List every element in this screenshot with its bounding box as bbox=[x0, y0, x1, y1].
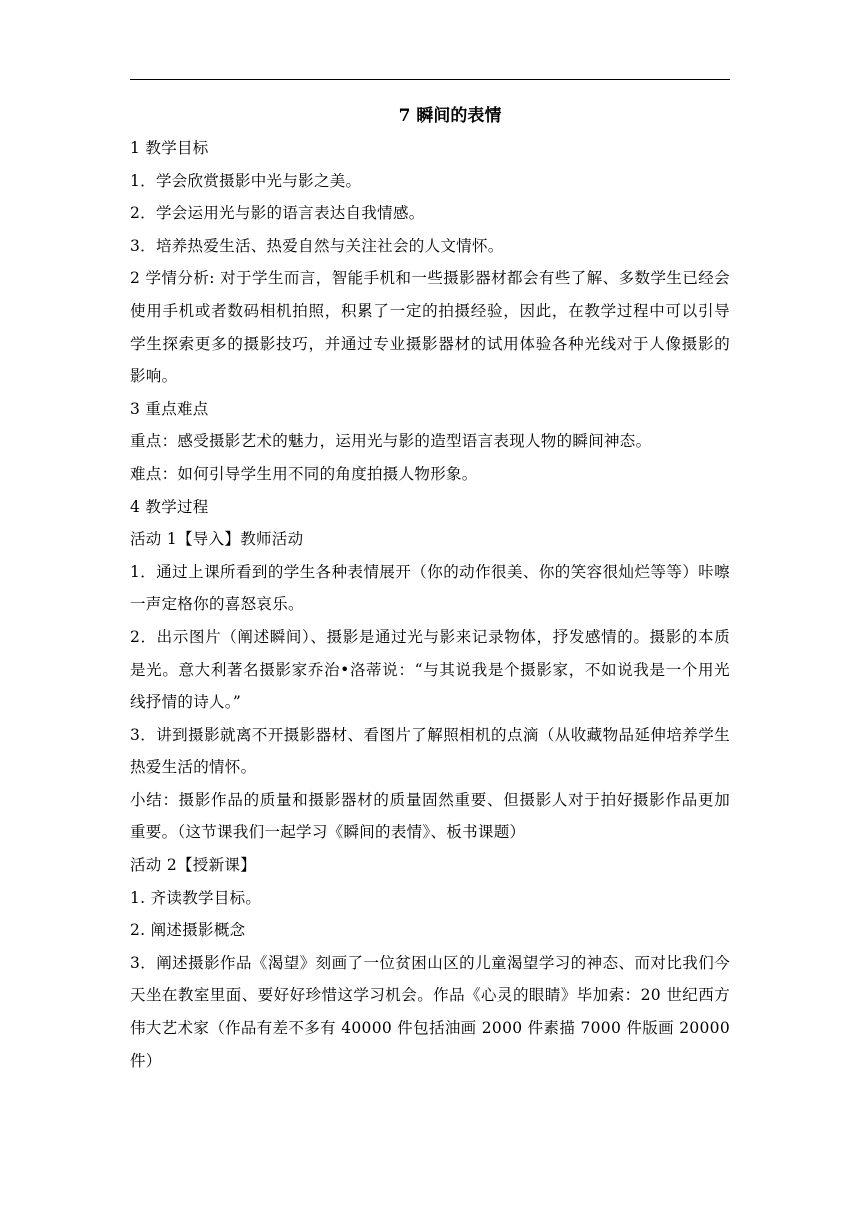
objective-item-3: 3．培养热爱生活、热爱自然与关注社会的人文情怀。 bbox=[130, 236, 504, 255]
key-point-paragraph: 重点：感受摄影艺术的魅力，运用光与影的造型语言表现人物的瞬间神态。 bbox=[130, 432, 652, 451]
objective-item-1: 1．学会欣赏摄影中光与影之美。 bbox=[130, 171, 362, 190]
activity-2-heading: 活动 2【授新课】 bbox=[130, 856, 256, 875]
activity-1-step-2: 2．出示图片（阐述瞬间）、摄影是通过光与影来记录物体，抒发感情的。摄影的本质是光。意大利著名摄影家乔治•洛蒂说：“与其说我是个摄影家，不如说我是一个用光线抒情的诗人。” bbox=[130, 627, 730, 712]
section-heading-objectives: 1 教学目标 bbox=[130, 139, 209, 157]
activity-2-step-1: 1. 齐读教学目标。 bbox=[130, 888, 262, 907]
header-rule bbox=[130, 79, 730, 80]
objective-item-2: 2．学会运用光与影的语言表达自我情感。 bbox=[130, 204, 425, 223]
difficulty-paragraph: 难点：如何引导学生用不同的角度拍摄人物形象。 bbox=[130, 464, 478, 483]
activity-1-heading: 活动 1【导入】教师活动 bbox=[130, 530, 304, 549]
activity-1-summary: 小结：摄影作品的质量和摄影器材的质量固然重要、但摄影人对于拍好摄影作品更加重要。（这节课我们一起学习《瞬间的表情》、板书课题） bbox=[130, 790, 730, 842]
section-heading-key-points: 3 重点难点 bbox=[130, 399, 209, 418]
document-body bbox=[130, 100, 730, 1077]
activity-2-step-3: 3．阐述摄影作品《渴望》刻画了一位贫困山区的儿童渴望学习的神态、而对比我们今天坐在教室里面、要好好珍惜这学习机会。作品《心灵的眼睛》毕加索：20 世纪西方伟大艺术家（作品有差不多有 40000 件包括油画 2000 件素描 7000 件版画 20000 件） bbox=[130, 953, 730, 1070]
activity-1-step-1: 1．通过上课所看到的学生各种表情展开（你的动作很美、你的笑容很灿烂等等）咔嚓一声定格你的喜怒哀乐。 bbox=[130, 562, 730, 614]
activity-1-step-3: 3．讲到摄影就离不开摄影器材、看图片了解照相机的点滴（从收藏物品延伸培养学生热爱生活的情怀。 bbox=[130, 725, 730, 777]
student-analysis-paragraph: 2 学情分析: 对于学生而言，智能手机和一些摄影器材都会有些了解、多数学生已经会使用手机或者数码相机拍照，积累了一定的拍摄经验，因此，在教学过程中可以引导学生探索更多的摄影技巧，并通过专业摄影器材的试用体验各种光线对于人像摄影的影响。 bbox=[130, 269, 730, 386]
section-heading-process: 4 教学过程 bbox=[130, 497, 209, 516]
document-title: 7 瞬间的表情 bbox=[398, 106, 502, 126]
activity-2-step-2: 2. 阐述摄影概念 bbox=[130, 921, 246, 940]
